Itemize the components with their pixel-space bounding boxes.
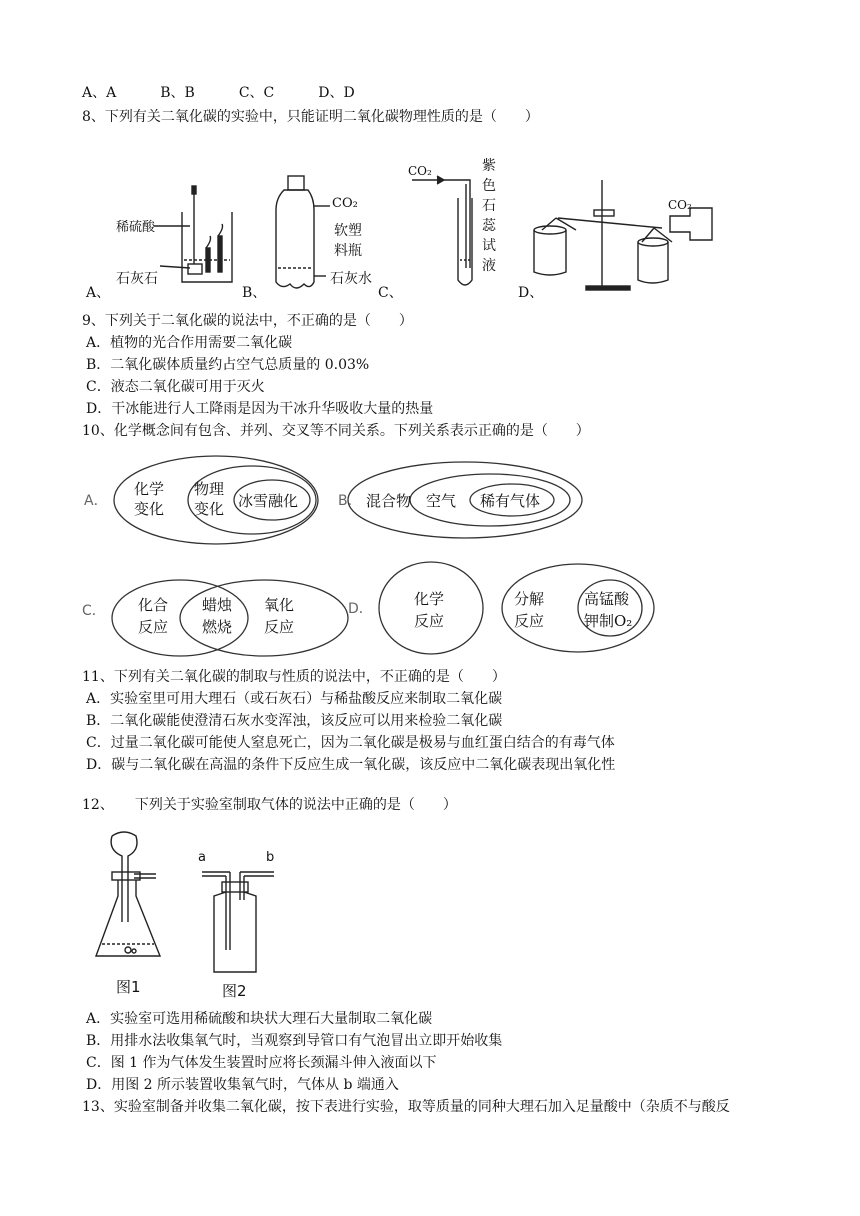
q10-b-inner: 稀有气体 [480, 492, 541, 510]
fig2-port-b: b [266, 850, 275, 865]
q9-option-c: C．液态二氧化碳可用于灭火 [86, 379, 265, 395]
q8-stem: 8、下列有关二氧化碳的实验中，只能证明二氧化碳物理性质的是（ ） [82, 109, 539, 125]
q10-label-c: C． [82, 603, 106, 619]
q12-option-b: B．用排水法收集氧气时，当观察到导管口有气泡冒出立即开始收集 [86, 1033, 503, 1049]
fig-a-stone-label: 石灰石 [116, 271, 158, 287]
fig-c-gas-label: CO₂ [408, 164, 432, 178]
fig1-funnel [112, 832, 137, 922]
fig-d-balance [534, 180, 712, 290]
choice-d: D、D [318, 85, 355, 101]
q8-option-b: B、 [242, 285, 267, 301]
q10-d-inner-1: 高锰酸 [584, 590, 630, 608]
q8-option-a: A、 [86, 285, 111, 301]
choice-c: C、C [238, 85, 275, 101]
q11-option-d: D．碳与二氧化碳在高温的条件下反应生成一氧化碳，该反应中二氧化碳表现出氧化性 [86, 757, 616, 773]
fig2-bottle [214, 892, 256, 972]
q10-c-left-2: 反应 [138, 618, 169, 636]
q12-option-d: D．用图 2 所示装置收集氧气时，气体从 b 端通入 [86, 1077, 399, 1093]
q10-label-b: B． [338, 493, 362, 509]
q10-label-a: A． [84, 493, 108, 509]
q8-figures [82, 158, 782, 302]
fig-c-char: 紫 [482, 158, 496, 174]
q10-c-right-2: 反应 [264, 618, 295, 636]
q10-stem: 10、化学概念间有包含、并列、交叉等不同关系。下列关系表示正确的是（ ） [82, 423, 590, 439]
fig-c-test-tube [412, 176, 472, 285]
q10-b-mid: 空气 [426, 492, 457, 510]
fig2-caption: 图2 [222, 982, 247, 1000]
q10-c-mid-1: 蜡烛 [202, 596, 233, 614]
fig-c-char: 石 [482, 198, 496, 214]
q10-concept-diagrams [80, 448, 780, 658]
q10-d-left-2: 反应 [414, 612, 445, 630]
q9-option-b: B．二氧化碳体质量约占空气总质量的 0.03% [86, 357, 370, 373]
q10-d-right-2: 反应 [514, 612, 545, 630]
q12-option-c: C．图 1 作为气体发生装置时应将长颈漏斗伸入液面以下 [86, 1055, 437, 1071]
q10-label-d: D． [348, 601, 373, 617]
q11-option-c: C．过量二氧化碳可能使人窒息死亡，因为二氧化碳是极易与血红蛋白结合的有毒气体 [86, 735, 615, 751]
fig-b-bottle [276, 176, 330, 288]
q10-d-left-1: 化学 [414, 590, 445, 608]
fig-a-beaker [154, 186, 232, 282]
fig2-port-a: a [198, 850, 206, 865]
q9-option-d: D．干冰能进行人工降雨是因为干冰升华吸收大量的热量 [86, 401, 434, 417]
q10-a-mid-2: 变化 [194, 500, 225, 518]
q12-figures [90, 826, 330, 1006]
q9-stem: 9、下列关于二氧化碳的说法中，不正确的是（ ） [82, 313, 413, 329]
q10-a-outer-1: 化学 [134, 480, 165, 498]
choice-a: A、A [82, 85, 117, 101]
q8-option-c: C、 [378, 285, 403, 301]
q10-d-right-1: 分解 [514, 590, 545, 608]
fig-c-char: 液 [482, 258, 496, 274]
q11-stem: 11、下列有关二氧化碳的制取与性质的说法中，不正确的是（ ） [82, 669, 506, 685]
fig-c-char: 试 [482, 238, 496, 254]
fig-b-gas-label: CO₂ [332, 196, 358, 211]
fig-c-char: 色 [482, 178, 496, 194]
q10-a-outer-2: 变化 [134, 500, 165, 518]
q10-b-outer: 混合物 [366, 492, 412, 510]
fig-a-acid-label: 稀硫酸 [116, 220, 156, 235]
fig-c-vertical-label [482, 156, 498, 276]
q13-stem: 13、实验室制备并收集二氧化碳，按下表进行实验，取等质量的同种大理石加入足量酸中（杂质不与酸反 [82, 1099, 730, 1115]
q10-c-right-1: 氧化 [264, 596, 295, 614]
choice-b: B、B [160, 85, 195, 101]
fig-b-bottle-label-2: 料瓶 [334, 243, 362, 259]
q12-option-a: A．实验室可选用稀硫酸和块状大理石大量制取二氧化碳 [86, 1011, 433, 1027]
q8-apparatus-diagram [82, 172, 782, 302]
q10-c-mid-2: 燃烧 [202, 618, 233, 636]
q8-option-d: D、 [518, 285, 544, 301]
q9-option-a: A．植物的光合作用需要二氧化碳 [86, 335, 293, 351]
q10-a-inner: 冰雪融化 [238, 492, 299, 510]
fig-b-water-label: 石灰水 [330, 271, 372, 287]
fig-b-bottle-label-1: 软塑 [334, 223, 362, 239]
q11-option-b: B．二氧化碳能使澄清石灰水变浑浊，该反应可以用来检验二氧化碳 [86, 713, 503, 729]
prev-question-choices [82, 84, 399, 102]
q10-d-inner-2: 钾制O₂ [584, 612, 633, 630]
fig-d-gas-label: CO₂ [668, 198, 692, 212]
q10-a-mid-1: 物理 [194, 480, 225, 498]
q10-c-left-1: 化合 [138, 596, 169, 614]
q12-stem: 12、 下列关于实验室制取气体的说法中正确的是（ ） [82, 797, 457, 813]
q11-option-a: A．实验室里可用大理石（或石灰石）与稀盐酸反应来制取二氧化碳 [86, 691, 503, 707]
fig-c-char: 蕊 [482, 218, 496, 234]
fig1-caption: 图1 [116, 978, 141, 996]
